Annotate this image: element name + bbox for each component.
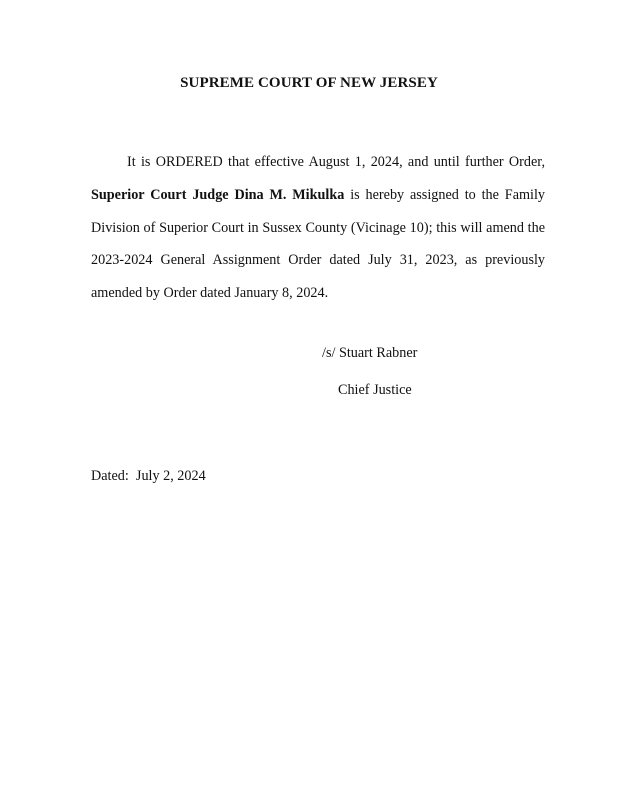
page-title: SUPREME COURT OF NEW JERSEY bbox=[180, 75, 438, 91]
order-rest: is hereby assigned to the Family Division of Superior Court in Sussex County (Vicinage 10); this will amend the 2023-2024 General Assignment Order dated July 31, 2023, as previously amended by Order dated January 8, 2024. bbox=[91, 186, 546, 302]
dated-value: July 2, 2024 bbox=[135, 468, 206, 484]
dated-label: Dated: bbox=[91, 468, 129, 484]
dated-line bbox=[91, 466, 206, 486]
judge-name: Superior Court Judge Dina M. Mikulka bbox=[91, 186, 345, 203]
signature-line: /s/ Stuart Rabner bbox=[322, 345, 418, 361]
signature-title: Chief Justice bbox=[338, 382, 412, 398]
order-intro: It is ORDERED that effective August 1, 2024, and until further Order, bbox=[127, 154, 545, 170]
order-paragraph bbox=[91, 146, 545, 310]
